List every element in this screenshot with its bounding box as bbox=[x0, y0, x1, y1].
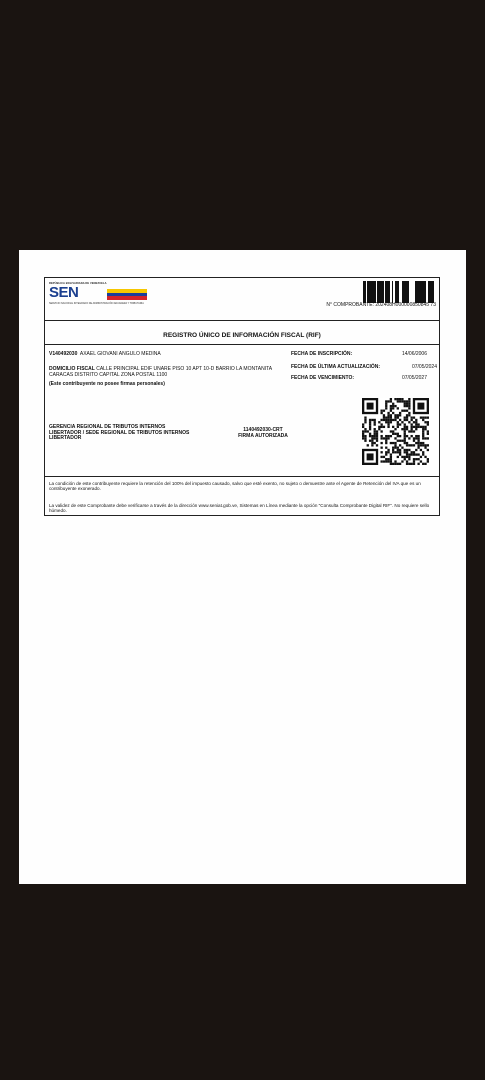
logo-wordmark: SEN bbox=[49, 284, 79, 301]
rif-certificate bbox=[44, 277, 440, 516]
footer-retention-note: La condición de este contribuyente requiere la retención del 100% del impuesto causado, salvo que esté exento, no sujeto o demuestre ante el Agente de Retención del IVA que es un contribuyente exonerado. bbox=[49, 481, 421, 492]
firma-label: FIRMA AUTORIZADA bbox=[238, 432, 288, 439]
barcode-icon bbox=[363, 281, 438, 303]
divider bbox=[45, 320, 439, 321]
actualizacion-date: 07/05/2024 bbox=[411, 364, 437, 370]
logo-header-text: REPÚBLICA BOLIVARIANA DE VENEZUELA bbox=[49, 282, 107, 285]
contributor-line bbox=[49, 352, 161, 358]
rif-number: V140492030 bbox=[49, 351, 78, 357]
document-title: REGISTRO ÚNICO DE INFORMACIÓN FISCAL (RIF) bbox=[163, 332, 321, 339]
domicilio-fiscal: DOMICILIO FISCAL CALLE PRINCIPAL EDIF UNARE PISO 10 APT 10-D BARRIO LA MONTANITA CARACAS DISTRITO CAPITAL ZONA POSTAL 1100 bbox=[49, 366, 272, 378]
firma-block bbox=[233, 428, 293, 439]
gerencia-text: GERENCIA REGIONAL DE TRIBUTOS INTERNOS LIBERTADOR / SEDE REGIONAL DE TRIBUTOS INTERNOS LIBERTADOR bbox=[49, 424, 190, 442]
firma-code: 1140492030-CRT bbox=[243, 427, 283, 433]
vencimiento-date: 07/05/2027 bbox=[401, 375, 427, 381]
venezuela-flag-icon bbox=[107, 289, 147, 300]
inscripcion-label: FECHA DE INSCRIPCIÓN: bbox=[291, 351, 353, 357]
inscripcion-date: 14/06/2006 bbox=[401, 351, 427, 357]
vencimiento-label: FECHA DE VENCIMIENTO: bbox=[291, 375, 355, 381]
footer-validity-note: La validez de este Comprobante debe verificarse a través de la dirección www.seniat.gob.ve, Sistemas en Línea mediante la opción "Consulta Comprobante Digital RIF". No requiere sello húmedo. bbox=[49, 503, 430, 514]
signature-note: (Este contribuyente no posee firmas personales) bbox=[49, 381, 165, 387]
contributor-name: AXAEL GIOVANI ANGULO MEDINA bbox=[79, 351, 161, 357]
qr-code-icon bbox=[362, 398, 429, 465]
logo-subtitle: SERVICIO NACIONAL INTEGRADO DE ADMINISTRACIÓN ADUANERA Y TRIBUTARIA bbox=[49, 302, 144, 305]
divider bbox=[45, 476, 439, 477]
seniat-logo bbox=[49, 282, 147, 310]
comprobante-number: N° COMPROBANTE: 202408H000000850845 73 bbox=[326, 302, 436, 308]
divider bbox=[45, 344, 439, 345]
actualizacion-label: FECHA DE ÚLTIMA ACTUALIZACIÓN: bbox=[291, 364, 381, 370]
